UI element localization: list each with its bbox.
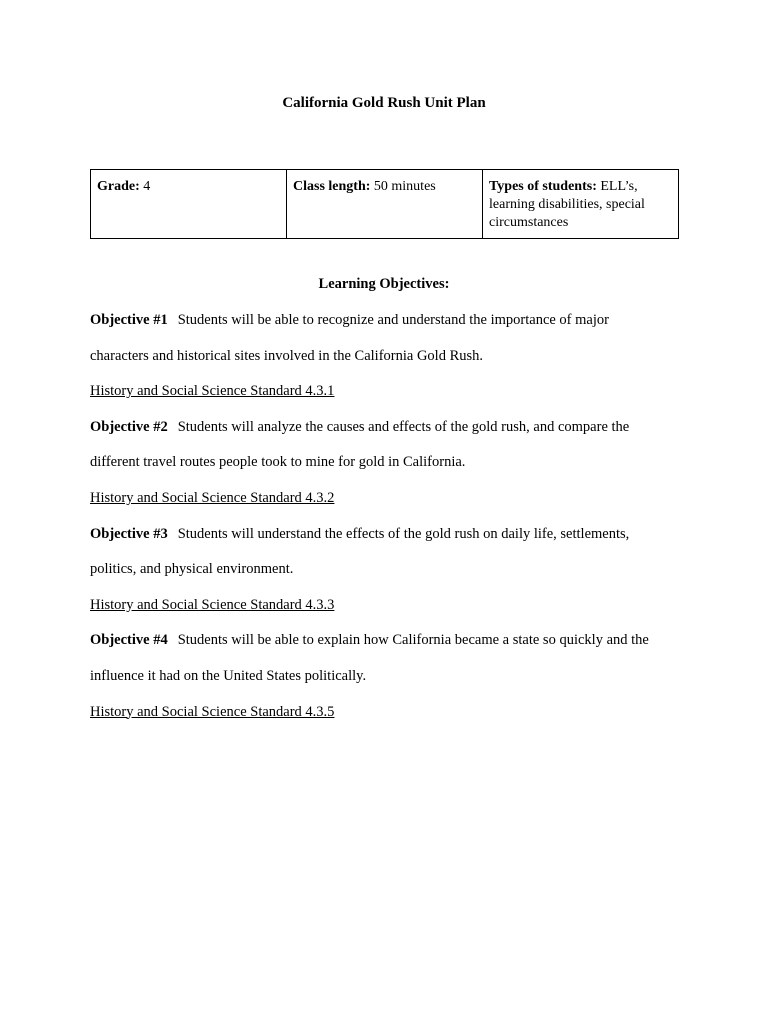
learning-objectives-heading: Learning Objectives: xyxy=(318,276,450,292)
class-length-label: Class length: xyxy=(293,179,371,194)
objective-label: Objective #1 xyxy=(90,312,168,328)
grade-label: Grade: xyxy=(97,179,140,194)
objective-1 xyxy=(90,310,690,417)
objective-text: Students will be able to explain how California became a state so quickly and the xyxy=(177,632,649,649)
document-title: California Gold Rush Unit Plan xyxy=(282,95,486,111)
grade-value: 4 xyxy=(143,179,151,194)
unit-info-table xyxy=(90,169,679,239)
objective-text: Students will be able to recognize and understand the importance of major xyxy=(177,312,609,328)
objective-label: Objective #3 xyxy=(90,525,168,542)
objective-text-continued: influence it had on the United States politically. xyxy=(90,667,367,684)
standard-link: History and Social Science Standard 4.3.3 xyxy=(90,596,335,613)
objective-4 xyxy=(90,630,690,737)
objective-line xyxy=(90,524,690,560)
objective-line xyxy=(90,310,690,346)
class-length-cell xyxy=(287,170,483,239)
objective-label: Objective #2 xyxy=(90,418,168,435)
objectives-list xyxy=(90,310,690,737)
student-types-value: ELL’s, learning disabilities, special circumstances xyxy=(489,179,645,230)
unit-info-row xyxy=(91,170,679,239)
objective-text-continued: politics, and physical environment. xyxy=(90,561,294,578)
standard-link: History and Social Science Standard 4.3.5 xyxy=(90,703,335,720)
standard-link: History and Social Science Standard 4.3.1 xyxy=(90,383,335,400)
objective-line xyxy=(90,630,690,666)
objective-text: Students will analyze the causes and effects of the gold rush, and compare the xyxy=(177,418,630,435)
objective-label: Objective #4 xyxy=(90,632,168,649)
grade-cell xyxy=(91,170,287,239)
objective-3 xyxy=(90,524,690,631)
objective-text-continued: different travel routes people took to mine for gold in California. xyxy=(90,454,466,471)
class-length-value: 50 minutes xyxy=(373,179,436,194)
objective-2 xyxy=(90,417,690,524)
objective-line xyxy=(90,417,690,453)
objective-text-continued: characters and historical sites involved in the California Gold Rush. xyxy=(90,347,484,364)
student-types-label: Types of students: xyxy=(489,179,597,194)
standard-link: History and Social Science Standard 4.3.2 xyxy=(90,489,335,506)
objective-text: Students will understand the effects of the gold rush on daily life, settlements, xyxy=(177,525,630,542)
student-types-cell xyxy=(483,170,679,239)
